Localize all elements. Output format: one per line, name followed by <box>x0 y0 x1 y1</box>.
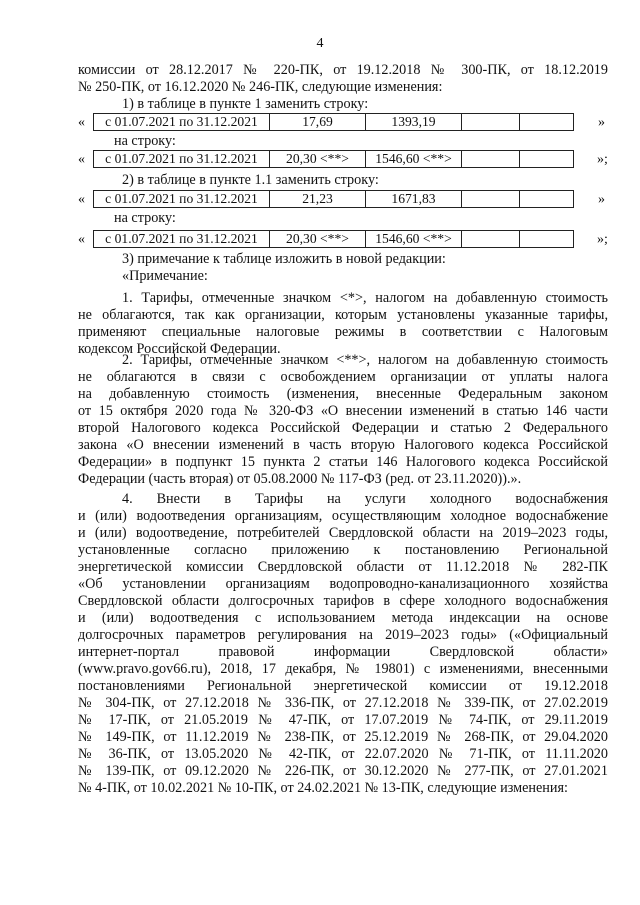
note-2-line-4: от 15 октября 2020 года № 320-ФЗ «О внесении изменений в статью 146 части <box>78 403 608 419</box>
cell-value-2: 1546,60 <**> <box>366 151 462 168</box>
para-4-line-2: и (или) водоотведения организациям, осуществляющим холодное водоснабжение <box>78 508 608 524</box>
page-number: 4 <box>316 36 324 51</box>
intro-line-1: комиссии от 28.12.2017 № 220-ПК, от 19.12.2018 № 300-ПК, от 18.12.2019 <box>78 62 608 78</box>
cell-empty <box>462 114 520 131</box>
cell-period: с 01.07.2021 по 31.12.2021 <box>94 151 270 168</box>
para-4-line-13: № 304-ПК, от 27.12.2018 № 336-ПК, от 27.12.2018 № 339-ПК, от 27.02.2019 <box>78 695 608 711</box>
note-2-line-2: не облагаются в связи с освобождением организации от уплаты налога <box>78 369 608 385</box>
cell-empty <box>462 191 520 208</box>
item-3-heading: 3) примечание к таблице изложить в новой редакции: <box>122 251 446 267</box>
para-4-line-4: установленные согласно приложению к постановлению Региональной <box>78 542 608 558</box>
table-2-old-row <box>93 190 574 208</box>
para-4-line-9: долгосрочных параметров регулирования на 2019–2023 годы» («Официальный <box>78 627 608 643</box>
quote-close-semicolon: »; <box>597 152 608 167</box>
note-1-line-2: не облагаются, так как организации, которым установлены указанные тарифы, <box>78 307 608 323</box>
table-2-new-row <box>93 230 574 248</box>
para-4-line-3: и (или) водоотведение, потребителей Свердловской области на 2019–2023 годы, <box>78 525 608 541</box>
item-2-heading: 2) в таблице в пункте 1.1 заменить строку: <box>122 172 379 188</box>
quote-close: » <box>598 192 605 207</box>
cell-value-1: 20,30 <**> <box>270 151 366 168</box>
para-4-line-6: «Об установлении организациям водопроводно-канализационного хозяйства <box>78 576 608 592</box>
cell-period: с 01.07.2021 по 31.12.2021 <box>94 231 270 248</box>
para-4-line-18: № 4-ПК, от 10.02.2021 № 10-ПК, от 24.02.2021 № 13-ПК, следующие изменения: <box>78 780 568 796</box>
para-4-line-11: (www.pravo.gov66.ru), 2018, 17 декабря, № 19801) с изменениями, внесенными <box>78 661 608 677</box>
para-4-line-7: Свердловской области долгосрочных тарифов в сфере холодного водоснабжения <box>78 593 608 609</box>
note-2-line-3: на добавленную стоимость (изменения, внесенные Федеральным законом <box>78 386 608 402</box>
para-4-line-14: № 17-ПК, от 21.05.2019 № 47-ПК, от 17.07.2019 № 74-ПК, от 29.11.2019 <box>78 712 608 728</box>
replace-with-label: на строку: <box>114 133 176 149</box>
note-2-line-7: Федерации» в подпункт 15 пункта 2 статьи 146 Налогового кодекса Российской <box>78 454 608 470</box>
quote-close: » <box>598 115 605 130</box>
quote-close-semicolon: »; <box>597 232 608 247</box>
table-1-old-row <box>93 113 574 131</box>
quote-open: « <box>78 192 85 207</box>
table-1-new-row <box>93 150 574 168</box>
cell-value-1: 21,23 <box>270 191 366 208</box>
replace-with-label: на строку: <box>114 210 176 226</box>
quote-open: « <box>78 232 85 247</box>
cell-value-1: 17,69 <box>270 114 366 131</box>
note-1-line-1: 1. Тарифы, отмеченные значком <*>, налогом на добавленную стоимость <box>122 290 608 306</box>
cell-period: с 01.07.2021 по 31.12.2021 <box>94 114 270 131</box>
cell-value-2: 1393,19 <box>366 114 462 131</box>
note-2-line-5: второй Налогового кодекса Российской Федерации и статью 2 Федерального <box>78 420 608 436</box>
cell-value-2: 1546,60 <**> <box>366 231 462 248</box>
note-2-line-8: Федерации (часть вторая) от 05.08.2000 № 117-ФЗ (ред. от 23.11.2020)).». <box>78 471 522 487</box>
note-1-line-3: применяют специальные налоговые режимы в соответствии с Налоговым <box>78 324 608 340</box>
cell-empty <box>520 191 574 208</box>
para-4-line-5: энергетической комиссии Свердловской области от 11.12.2018 № 282-ПК <box>78 559 608 575</box>
cell-empty <box>520 231 574 248</box>
cell-empty <box>462 231 520 248</box>
cell-period: с 01.07.2021 по 31.12.2021 <box>94 191 270 208</box>
quote-open: « <box>78 152 85 167</box>
quote-open: « <box>78 115 85 130</box>
para-4-line-15: № 149-ПК, от 11.12.2019 № 238-ПК, от 25.12.2019 № 268-ПК, от 29.04.2020 <box>78 729 608 745</box>
cell-value-2: 1671,83 <box>366 191 462 208</box>
cell-value-1: 20,30 <**> <box>270 231 366 248</box>
item-1-heading: 1) в таблице в пункте 1 заменить строку: <box>122 96 369 112</box>
para-4-line-1: 4. Внести в Тарифы на услуги холодного водоснабжения <box>122 491 608 507</box>
para-4-line-10: интернет-портал правовой информации Свердловской области» <box>78 644 608 660</box>
cell-empty <box>520 151 574 168</box>
para-4-line-12: постановлениями Региональной энергетической комиссии от 19.12.2018 <box>78 678 608 694</box>
note-2-line-1: 2. Тарифы, отмеченные значком <**>, налогом на добавленную стоимость <box>122 352 608 368</box>
cell-empty <box>462 151 520 168</box>
cell-empty <box>520 114 574 131</box>
note-2-line-6: закона «О внесении изменений в часть вторую Налогового кодекса Российской <box>78 437 608 453</box>
para-4-line-8: и (или) водоотведения с использованием метода индексации на основе <box>78 610 608 626</box>
para-4-line-17: № 139-ПК, от 09.12.2020 № 226-ПК, от 30.12.2020 № 277-ПК, от 27.01.2021 <box>78 763 608 779</box>
note-title: «Примечание: <box>122 268 208 284</box>
para-4-line-16: № 36-ПК, от 13.05.2020 № 42-ПК, от 22.07.2020 № 71-ПК, от 11.11.2020 <box>78 746 608 762</box>
intro-line-2: № 250-ПК, от 16.12.2020 № 246-ПК, следующие изменения: <box>78 79 443 95</box>
note-1-line-4: кодексом Российской Федерации. <box>78 341 281 357</box>
